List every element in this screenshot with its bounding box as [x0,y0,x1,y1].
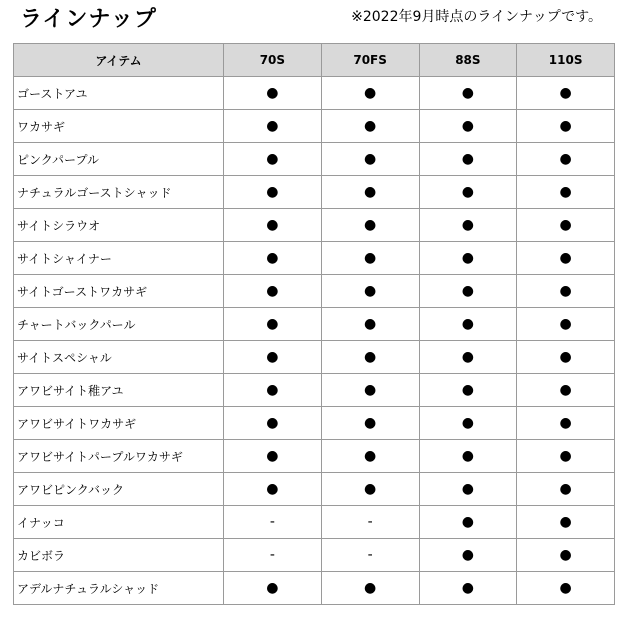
availability-cell-88s: ● [419,308,517,341]
table-row [14,143,615,176]
item-name-cell: サイトスペシャル [14,341,224,374]
availability-cell-110s: ● [517,407,615,440]
item-name-cell: アワビサイト稚アユ [14,374,224,407]
table-row [14,242,615,275]
item-name-cell: チャートバックパール [14,308,224,341]
availability-cell-70fs: ● [321,209,419,242]
availability-cell-88s: ● [419,143,517,176]
availability-cell-70fs: ● [321,242,419,275]
availability-cell-88s: ● [419,341,517,374]
availability-cell-88s: ● [419,539,517,572]
availability-cell-70s: - [224,506,322,539]
table-row [14,209,615,242]
availability-cell-70s: ● [224,308,322,341]
item-name-cell: ワカサギ [14,110,224,143]
lineup-table [13,43,615,605]
table-row [14,539,615,572]
availability-cell-70fs: ● [321,275,419,308]
item-name-cell: アワビサイトワカサギ [14,407,224,440]
item-name-cell: アデルナチュラルシャッド [14,572,224,605]
availability-cell-70s: ● [224,341,322,374]
column-header-88s: 88S [419,44,517,77]
availability-cell-70s: ● [224,440,322,473]
availability-cell-88s: ● [419,176,517,209]
table-row [14,275,615,308]
availability-cell-110s: ● [517,209,615,242]
availability-cell-70fs: - [321,506,419,539]
availability-cell-70s: ● [224,110,322,143]
table-row [14,473,615,506]
availability-cell-70s: ● [224,242,322,275]
availability-cell-70fs: ● [321,308,419,341]
availability-cell-88s: ● [419,572,517,605]
availability-cell-70s: - [224,539,322,572]
availability-cell-88s: ● [419,374,517,407]
table-row [14,506,615,539]
item-name-cell: サイトシャイナー [14,242,224,275]
availability-cell-70s: ● [224,77,322,110]
availability-cell-70fs: ● [321,110,419,143]
availability-cell-70s: ● [224,374,322,407]
availability-cell-70s: ● [224,407,322,440]
availability-cell-70s: ● [224,143,322,176]
item-name-cell: イナッコ [14,506,224,539]
availability-cell-110s: ● [517,143,615,176]
availability-cell-88s: ● [419,440,517,473]
page-title: ラインナップ [20,7,157,32]
availability-cell-110s: ● [517,506,615,539]
availability-cell-70fs: - [321,539,419,572]
availability-cell-70s: ● [224,572,322,605]
table-row [14,110,615,143]
table-body [14,77,615,605]
availability-cell-70fs: ● [321,572,419,605]
availability-cell-110s: ● [517,110,615,143]
column-header-70fs: 70FS [321,44,419,77]
availability-cell-70s: ● [224,176,322,209]
table-row [14,341,615,374]
availability-cell-110s: ● [517,308,615,341]
availability-cell-88s: ● [419,407,517,440]
availability-cell-88s: ● [419,110,517,143]
availability-cell-110s: ● [517,242,615,275]
table-row [14,440,615,473]
availability-cell-70s: ● [224,209,322,242]
availability-cell-110s: ● [517,176,615,209]
availability-cell-70fs: ● [321,440,419,473]
availability-cell-88s: ● [419,506,517,539]
availability-cell-70fs: ● [321,143,419,176]
availability-cell-110s: ● [517,440,615,473]
table-row [14,308,615,341]
item-name-cell: ナチュラルゴーストシャッド [14,176,224,209]
column-header-item: アイテム [14,44,224,77]
availability-cell-88s: ● [419,242,517,275]
availability-cell-88s: ● [419,77,517,110]
table-row [14,572,615,605]
column-header-110s: 110S [517,44,615,77]
item-name-cell: サイトシラウオ [14,209,224,242]
item-name-cell: アワビサイトパープルワカサギ [14,440,224,473]
item-name-cell: アワビピンクバック [14,473,224,506]
table-row [14,77,615,110]
availability-cell-110s: ● [517,77,615,110]
availability-note: ※2022年9月時点のラインナップです。 [351,9,602,25]
availability-cell-110s: ● [517,473,615,506]
availability-cell-88s: ● [419,209,517,242]
availability-cell-70fs: ● [321,407,419,440]
table-row [14,374,615,407]
availability-cell-70s: ● [224,473,322,506]
availability-cell-88s: ● [419,275,517,308]
availability-cell-110s: ● [517,275,615,308]
item-name-cell: サイトゴーストワカサギ [14,275,224,308]
availability-cell-70fs: ● [321,374,419,407]
availability-cell-70fs: ● [321,341,419,374]
table-row [14,407,615,440]
table-row [14,176,615,209]
table-header-row [14,44,615,77]
page-header [0,0,630,44]
availability-cell-110s: ● [517,341,615,374]
availability-cell-110s: ● [517,374,615,407]
availability-cell-88s: ● [419,473,517,506]
item-name-cell: カビボラ [14,539,224,572]
availability-cell-110s: ● [517,539,615,572]
column-header-70s: 70S [224,44,322,77]
item-name-cell: ピンクパープル [14,143,224,176]
availability-cell-70fs: ● [321,473,419,506]
availability-cell-110s: ● [517,572,615,605]
availability-cell-70fs: ● [321,77,419,110]
availability-cell-70s: ● [224,275,322,308]
availability-cell-70fs: ● [321,176,419,209]
item-name-cell: ゴーストアユ [14,77,224,110]
